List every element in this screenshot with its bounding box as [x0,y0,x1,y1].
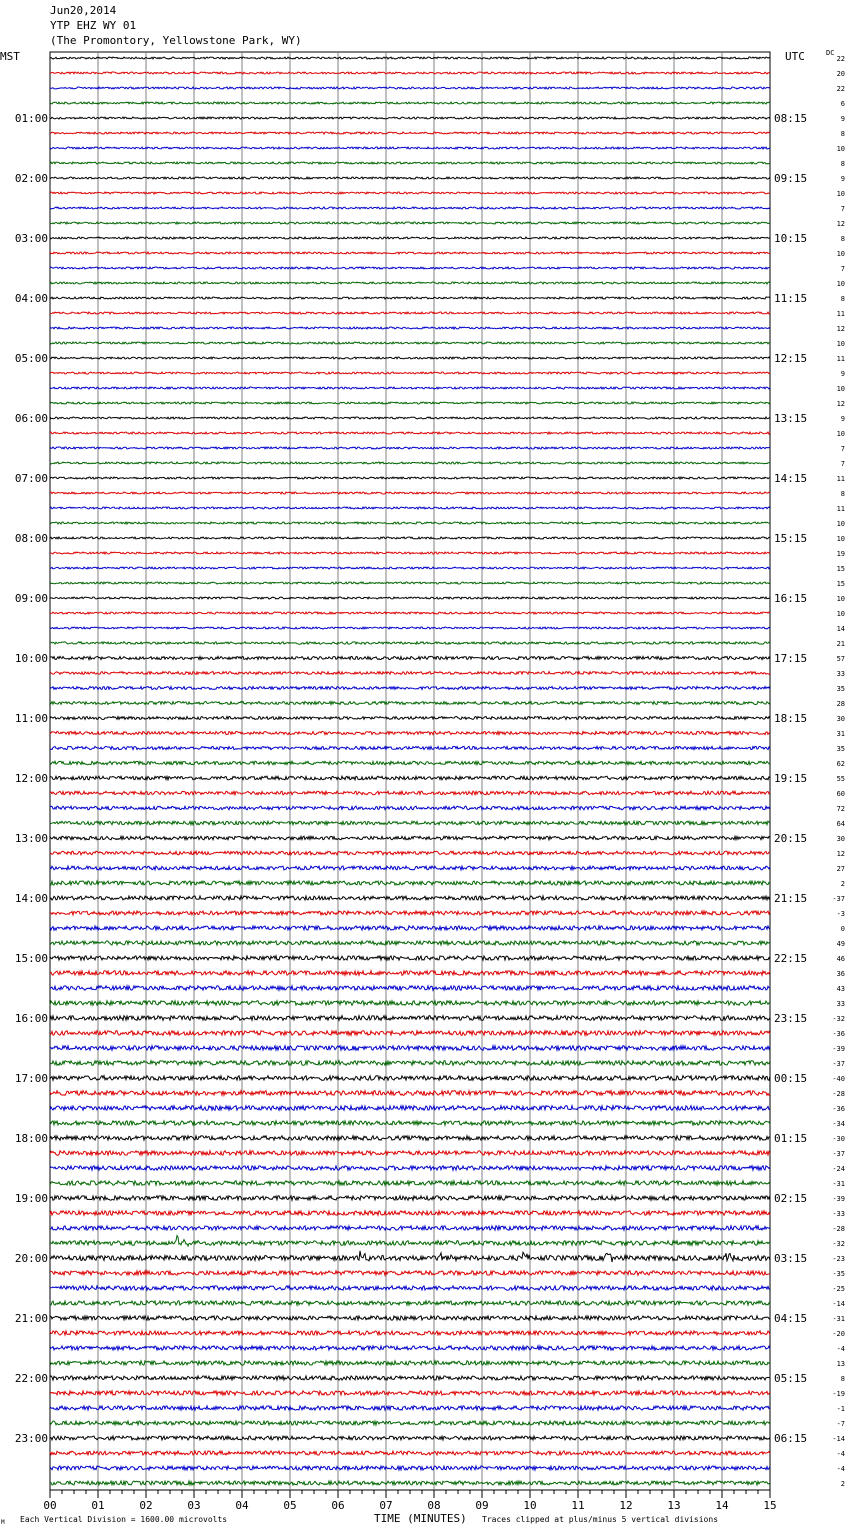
trace-1 [50,57,770,59]
left-hour-label: 08:00 [14,532,48,545]
left-hour-label: 15:00 [14,952,48,965]
x-tick-label: 02 [139,1499,153,1512]
right-hour-label: 13:15 [774,412,808,425]
trace-68 [50,1061,770,1066]
left-hour-label: 14:00 [14,892,48,905]
trace-74 [50,1151,770,1155]
right-hour-label: 04:15 [774,1312,808,1325]
right-hour-label: 22:15 [774,952,808,965]
trace-73 [50,1136,770,1140]
trace-36 [50,582,770,584]
trace-14 [50,252,770,254]
trace-92 [50,1421,770,1425]
dc-header-label: DC [826,49,835,57]
x-axis-title: TIME (MINUTES) [374,1512,467,1525]
dc-offset-label: -39 [832,1045,845,1053]
x-tick-label: 13 [667,1499,681,1512]
dc-offset-label: 35 [836,745,845,753]
dc-offset-label: 14 [836,625,845,633]
dc-offset-label: 15 [836,565,845,573]
trace-89 [50,1376,770,1380]
trace-25 [50,417,770,419]
dc-offset-label: -25 [832,1285,845,1293]
trace-37 [50,597,770,599]
dc-offset-label: -37 [832,895,845,903]
dc-offset-label: -3 [836,910,845,918]
dc-offset-label: 10 [836,250,845,258]
dc-offset-label: 12 [836,220,845,228]
left-hour-label: 07:00 [14,472,48,485]
dc-offset-label: 2 [840,1480,845,1488]
trace-54 [50,851,770,855]
trace-81 [50,1251,770,1262]
trace-13 [50,237,770,239]
trace-85 [50,1316,770,1320]
x-tick-label: 09 [475,1499,489,1512]
trace-60 [50,941,770,945]
left-hour-label: 04:00 [14,292,48,305]
right-hour-label: 08:15 [774,112,808,125]
dc-offset-label: 8 [840,295,845,303]
left-hour-label: 20:00 [14,1252,48,1265]
dc-offset-label: 21 [836,640,845,648]
trace-70 [50,1091,770,1096]
trace-45 [50,717,770,720]
dc-offset-label: 0 [840,925,845,933]
trace-82 [50,1271,770,1275]
x-tick-label: 01 [91,1499,105,1512]
left-hour-label: 05:00 [14,352,48,365]
x-tick-label: 03 [187,1499,201,1512]
dc-offset-label: 8 [840,130,845,138]
dc-offset-label: 30 [836,715,845,723]
trace-93 [50,1436,770,1440]
trace-24 [50,402,770,404]
dc-offset-label: -32 [832,1015,845,1023]
trace-10 [50,192,770,194]
trace-2 [50,72,770,74]
trace-79 [50,1226,770,1230]
left-hour-label: 19:00 [14,1192,48,1205]
trace-88 [50,1361,770,1365]
trace-8 [50,162,770,164]
dc-offset-label: 57 [836,655,845,663]
dc-offset-label: 11 [836,475,845,483]
trace-6 [50,132,770,134]
dc-offset-label: 55 [836,775,845,783]
dc-offset-label: 10 [836,520,845,528]
dc-offset-label: 11 [836,310,845,318]
left-hour-label: 06:00 [14,412,48,425]
trace-52 [50,821,770,825]
trace-64 [50,1001,770,1006]
dc-offset-label: -31 [832,1180,845,1188]
right-hour-label: 15:15 [774,532,808,545]
trace-20 [50,342,770,344]
dc-offset-label: -37 [832,1060,845,1068]
left-hour-label: 22:00 [14,1372,48,1385]
left-hour-label: 01:00 [14,112,48,125]
dc-offset-label: 10 [836,385,845,393]
right-hour-label: 16:15 [774,592,808,605]
dc-offset-label: 27 [836,865,845,873]
trace-16 [50,282,770,284]
dc-offset-label: -23 [832,1255,845,1263]
dc-offset-label: 12 [836,400,845,408]
trace-29 [50,477,770,479]
dc-offset-label: 49 [836,940,845,948]
left-hour-label: 10:00 [14,652,48,665]
left-hour-label: 12:00 [14,772,48,785]
trace-11 [50,207,770,209]
trace-47 [50,746,770,749]
trace-7 [50,147,770,149]
right-hour-label: 17:15 [774,652,808,665]
dc-offset-label: 10 [836,340,845,348]
dc-offset-label: 64 [836,820,845,828]
right-hour-label: 00:15 [774,1072,808,1085]
dc-offset-label: -36 [832,1030,845,1038]
trace-80 [50,1236,770,1247]
trace-41 [50,656,770,659]
right-hour-label: 03:15 [774,1252,808,1265]
x-tick-label: 08 [427,1499,441,1512]
right-hour-label: 05:15 [774,1372,808,1385]
right-hour-label: 06:15 [774,1432,808,1445]
dc-offset-label: 36 [836,970,845,978]
right-hour-label: 02:15 [774,1192,808,1205]
trace-62 [50,971,770,975]
right-hour-label: 12:15 [774,352,808,365]
trace-22 [50,372,770,374]
trace-49 [50,776,770,780]
trace-17 [50,297,770,299]
trace-48 [50,761,770,764]
dc-offset-label: 22 [836,55,845,63]
trace-61 [50,956,770,960]
left-hour-label: 13:00 [14,832,48,845]
record-date: Jun20,2014 [50,4,117,17]
trace-15 [50,267,770,269]
right-hour-label: 11:15 [774,292,808,305]
dc-offset-label: 62 [836,760,845,768]
dc-offset-label: 10 [836,535,845,543]
dc-offset-label: 31 [836,730,845,738]
trace-75 [50,1166,770,1170]
trace-65 [50,1016,770,1021]
dc-offset-label: -31 [832,1315,845,1323]
dc-offset-label: -7 [836,1420,845,1428]
trace-5 [50,117,770,119]
x-tick-label: 05 [283,1499,297,1512]
trace-12 [50,222,770,224]
dc-offset-label: 10 [836,610,845,618]
dc-offset-label: 9 [840,175,845,183]
trace-40 [50,642,770,644]
dc-offset-label: 72 [836,805,845,813]
dc-offset-label: 22 [836,85,845,93]
dc-offset-label: 8 [840,490,845,498]
dc-offset-label: 60 [836,790,845,798]
trace-94 [50,1451,770,1455]
dc-offset-label: -37 [832,1150,845,1158]
station-code: YTP EHZ WY 01 [50,19,137,32]
trace-50 [50,791,770,795]
trace-35 [50,567,770,569]
dc-offset-label: 12 [836,850,845,858]
trace-39 [50,627,770,629]
trace-46 [50,731,770,734]
dc-offset-label: -35 [832,1270,845,1278]
trace-87 [50,1346,770,1350]
trace-76 [50,1181,770,1185]
dc-offset-label: 33 [836,1000,845,1008]
trace-78 [50,1211,770,1215]
left-timezone-label: MST [0,50,20,63]
dc-offset-label: -30 [832,1135,845,1143]
x-tick-label: 10 [523,1499,537,1512]
footer-mark: M [1,1519,5,1526]
dc-offset-label: 28 [836,700,845,708]
left-hour-label: 16:00 [14,1012,48,1025]
dc-offset-label: -40 [832,1075,845,1083]
dc-offset-label: 9 [840,415,845,423]
trace-55 [50,866,770,870]
left-hour-label: 03:00 [14,232,48,245]
trace-42 [50,672,770,675]
trace-57 [50,896,770,900]
left-hour-label: 17:00 [14,1072,48,1085]
trace-4 [50,102,770,104]
trace-95 [50,1466,770,1470]
dc-offset-label: 43 [836,985,845,993]
trace-31 [50,507,770,509]
right-hour-label: 01:15 [774,1132,808,1145]
dc-offset-label: 7 [840,265,845,273]
dc-offset-label: 6 [840,100,845,108]
clip-note: Traces clipped at plus/minus 5 vertical divisions [482,1515,719,1524]
x-tick-label: 14 [715,1499,729,1512]
trace-59 [50,926,770,930]
dc-offset-label: 10 [836,190,845,198]
dc-offset-label: 8 [840,160,845,168]
trace-86 [50,1331,770,1335]
dc-offset-label: -14 [832,1300,845,1308]
dc-offset-label: -20 [832,1330,845,1338]
trace-77 [50,1196,770,1200]
trace-44 [50,702,770,705]
trace-83 [50,1286,770,1290]
right-hour-label: 19:15 [774,772,808,785]
dc-offset-label: -36 [832,1105,845,1113]
right-hour-label: 14:15 [774,472,808,485]
trace-90 [50,1391,770,1395]
trace-23 [50,387,770,389]
trace-43 [50,687,770,690]
dc-offset-label: 35 [836,685,845,693]
trace-96 [50,1481,770,1485]
trace-30 [50,492,770,494]
dc-offset-label: -1 [836,1405,845,1413]
x-tick-label: 00 [43,1499,57,1512]
trace-18 [50,312,770,314]
right-hour-label: 21:15 [774,892,808,905]
trace-51 [50,806,770,810]
dc-offset-label: 20 [836,70,845,78]
dc-offset-label: 46 [836,955,845,963]
right-hour-label: 09:15 [774,172,808,185]
trace-71 [50,1106,770,1111]
dc-offset-label: 7 [840,205,845,213]
dc-offset-label: -39 [832,1195,845,1203]
dc-offset-label: 10 [836,280,845,288]
trace-34 [50,552,770,554]
trace-27 [50,447,770,449]
trace-91 [50,1406,770,1410]
right-hour-label: 10:15 [774,232,808,245]
dc-offset-label: 11 [836,355,845,363]
trace-72 [50,1121,770,1125]
dc-offset-label: 8 [840,235,845,243]
trace-26 [50,432,770,434]
right-hour-label: 20:15 [774,832,808,845]
dc-offset-label: 7 [840,460,845,468]
dc-offset-label: -24 [832,1165,845,1173]
left-hour-label: 02:00 [14,172,48,185]
station-location: (The Promontory, Yellowstone Park, WY) [50,34,302,47]
dc-offset-label: 33 [836,670,845,678]
dc-offset-label: 11 [836,505,845,513]
dc-offset-label: -34 [832,1120,845,1128]
left-hour-label: 18:00 [14,1132,48,1145]
dc-offset-label: -28 [832,1225,845,1233]
x-tick-label: 11 [571,1499,585,1512]
trace-32 [50,522,770,524]
left-hour-label: 09:00 [14,592,48,605]
trace-28 [50,462,770,464]
dc-offset-label: 12 [836,325,845,333]
trace-84 [50,1301,770,1305]
scale-note: Each Vertical Division = 1600.00 microvolts [20,1515,228,1524]
right-hour-label: 23:15 [774,1012,808,1025]
trace-67 [50,1046,770,1051]
dc-offset-label: 9 [840,115,845,123]
left-hour-label: 11:00 [14,712,48,725]
dc-offset-label: 2 [840,880,845,888]
dc-offset-label: -4 [836,1465,845,1473]
dc-offset-label: 7 [840,445,845,453]
x-tick-label: 07 [379,1499,393,1512]
trace-21 [50,357,770,359]
x-tick-label: 12 [619,1499,633,1512]
trace-69 [50,1076,770,1081]
dc-offset-label: 15 [836,580,845,588]
dc-offset-label: 8 [840,1375,845,1383]
dc-offset-label: 10 [836,430,845,438]
trace-33 [50,537,770,539]
dc-offset-label: 19 [836,550,845,558]
trace-58 [50,911,770,915]
dc-offset-label: -28 [832,1090,845,1098]
trace-38 [50,612,770,614]
dc-offset-label: 30 [836,835,845,843]
right-timezone-label: UTC [785,50,805,63]
dc-offset-label: -19 [832,1390,845,1398]
x-tick-label: 06 [331,1499,345,1512]
dc-offset-label: 10 [836,595,845,603]
dc-offset-label: 10 [836,145,845,153]
trace-56 [50,881,770,885]
left-hour-label: 23:00 [14,1432,48,1445]
right-hour-label: 18:15 [774,712,808,725]
dc-offset-label: -33 [832,1210,845,1218]
trace-66 [50,1031,770,1036]
dc-offset-label: -14 [832,1435,845,1443]
left-hour-label: 21:00 [14,1312,48,1325]
dc-offset-label: 13 [836,1360,845,1368]
dc-offset-label: -4 [836,1450,845,1458]
trace-3 [50,87,770,89]
dc-offset-label: -32 [832,1240,845,1248]
trace-19 [50,327,770,329]
trace-9 [50,177,770,179]
x-tick-label: 15 [763,1499,777,1512]
x-tick-label: 04 [235,1499,249,1512]
dc-offset-label: 9 [840,370,845,378]
trace-53 [50,836,770,840]
dc-offset-label: -4 [836,1345,845,1353]
trace-63 [50,986,770,990]
